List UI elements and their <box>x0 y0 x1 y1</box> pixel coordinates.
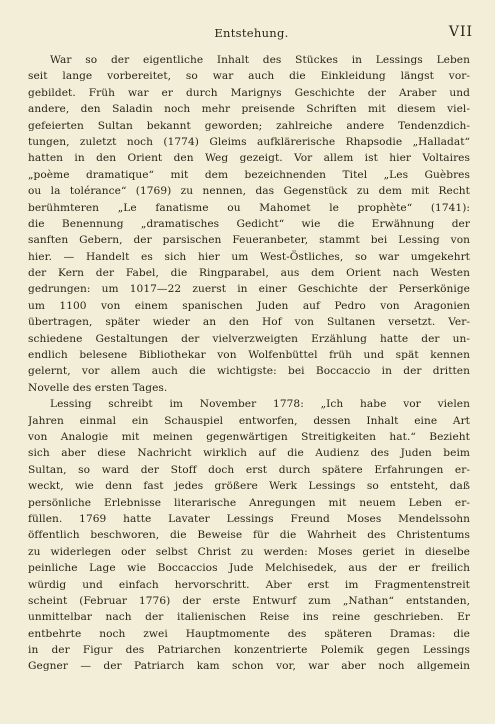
text-line: tungen, zuletzt noch (1774) Gleims aufklärerische Rhapsodie „Halladat“ <box>28 135 470 148</box>
text-line: peinliche Lage wie Boccaccios Jude Melchisedek, aus der er freilich <box>28 562 470 575</box>
text-line: gedrungen: um 1017—22 zuerst in einer Geschichte der Perserkönige <box>28 283 470 296</box>
text-line: scheint (Februar 1776) der erste Entwurf zum „Nathan“ entstanden, <box>28 594 470 607</box>
text-line: um 1100 von einem spanischen Juden auf Pedro von Aragonien <box>28 299 470 312</box>
text-line: Novelle des ersten Tages. <box>28 381 168 394</box>
text-line: seit lange vorbereitet, so war auch die Einkleidung längst vor- <box>28 70 470 83</box>
text-line: gelernt, vor allem auch die wichtigste: bei Boccaccio in der dritten <box>28 365 470 378</box>
text-line: weckt, wie denn fast jedes größere Werk Lessings so entsteht, daß <box>28 480 470 493</box>
page-header <box>30 26 473 44</box>
text-line: die Benennung „dramatisches Gedicht“ wie die Erwähnung der <box>28 217 470 230</box>
text-line: berühmteren „Le fanatisme ou Mahomet le prophète“ (1741): <box>28 201 470 214</box>
text-line: füllen. 1769 hatte Lavater Lessings Freund Moses Mendelssohn <box>28 512 470 525</box>
text-line: Jahren einmal ein Schauspiel entworfen, dessen Inhalt eine Art <box>28 414 470 427</box>
text-line: gebildet. Früh war er durch Marignys Geschichte der Araber und <box>28 86 470 99</box>
text-line: gefeierten Sultan bekannt geworden; zahlreiche andere Tendenzdich- <box>28 119 470 132</box>
page-number: VII <box>448 24 473 40</box>
text-line: in der Figur des Patriarchen konzentrierte Polemik gegen Lessings <box>28 644 470 657</box>
text-line: Gegner — der Patriarch kam schon vor, war aber noch allgemein <box>28 660 470 673</box>
text-line: ou la tolérance“ (1769) zu nennen, das Gegenstück zu dem mit Recht <box>28 185 470 198</box>
text-line: Lessing schreibt im November 1778: „Ich habe vor vielen <box>50 398 470 411</box>
text-line: der Kern der Fabel, die Ringparabel, aus dem Orient nach Westen <box>28 267 470 280</box>
text-line: „poème dramatique“ mit dem bezeichnenden Titel „Les Guèbres <box>28 168 470 181</box>
body-text <box>28 52 470 675</box>
text-line: entbehrte noch zwei Hauptmomente des späteren Dramas: die <box>28 627 470 640</box>
text-line: sich aber diese Nachricht wirklich auf die Audienz des Juden beim <box>28 447 470 460</box>
text-line: persönliche Erlebnisse literarische Anregungen mit neuem Leben er- <box>28 496 470 509</box>
text-line: War so der eigentliche Inhalt des Stückes in Lessings Leben <box>50 54 470 66</box>
running-head: Entstehung. <box>214 26 289 40</box>
text-line: sanften Gebern, der parsischen Feueranbeter, stammt bei Lessing von <box>28 234 470 247</box>
text-line: schiedene Gestaltungen der vielverzweigten Erzählung hatte der un- <box>28 332 470 345</box>
text-line: öffentlich beschworen, die Beweise für die Wahrheit des Christentums <box>28 529 470 542</box>
text-line: übertragen, später wieder an den Hof von Sultanen versetzt. Ver- <box>28 316 470 329</box>
text-line: würdig und einfach hervorschritt. Aber erst im Fragmentenstreit <box>28 578 470 591</box>
text-line: Sultan, so ward der Stoff doch erst durch spätere Erfahrungen er- <box>28 463 470 476</box>
text-line: unmittelbar nach der italienischen Reise ins reine geschrieben. Er <box>28 611 470 624</box>
text-line: von Analogie mit meinen gegenwärtigen Streitigkeiten hat.“ Bezieht <box>28 430 470 443</box>
text-line: hatten in den Orient den Weg gezeigt. Vor allem ist hier Voltaires <box>28 152 470 165</box>
text-line: hier. — Handelt es sich hier um West-Östliches, so war umgekehrt <box>28 250 470 263</box>
text-line: endlich belesene Bibliothekar von Wolfenbüttel früh und spät kennen <box>28 349 470 362</box>
text-line: zu widerlegen oder selbst Christ zu werden: Moses geriet in dieselbe <box>28 545 470 558</box>
text-line: andere, den Saladin noch mehr preisende Schriften mit diesem viel- <box>28 103 470 116</box>
